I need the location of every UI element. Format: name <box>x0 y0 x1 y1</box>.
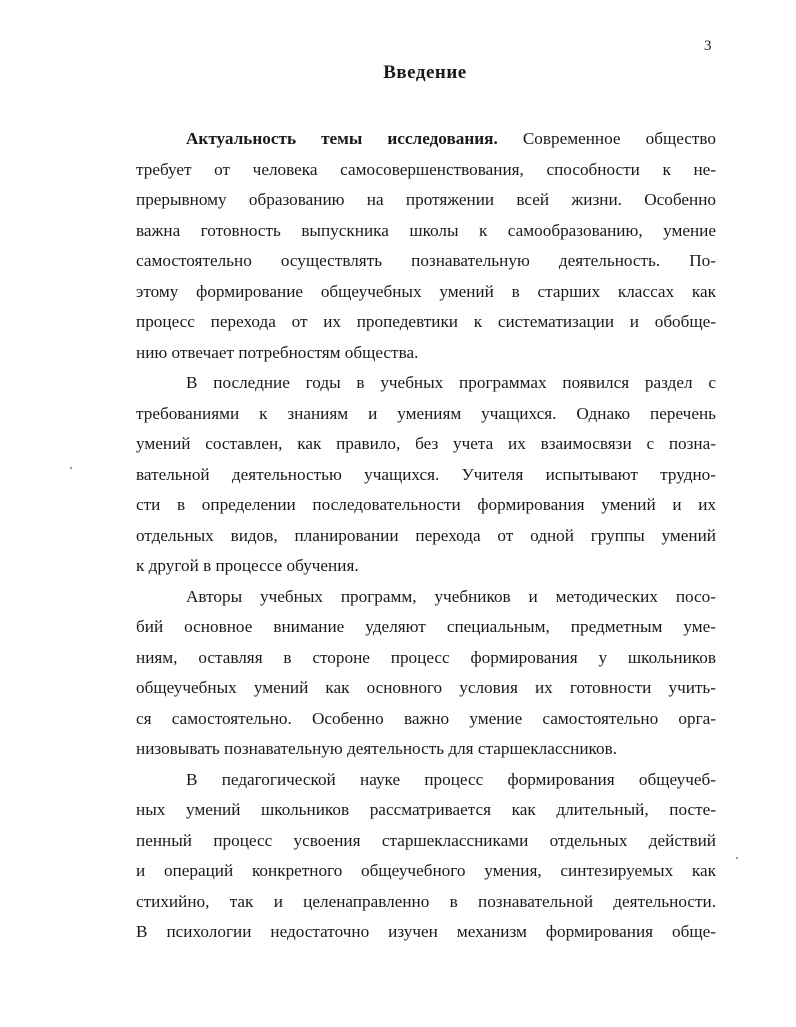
section-heading: Введение <box>383 62 467 83</box>
text-line: ниям, оставляя в стороне процесс формирования у школьников <box>136 647 716 667</box>
text-line: отдельных видов, планировании перехода от одной группы умений <box>136 525 716 545</box>
text-line: Авторы учебных программ, учебников и методических посо- <box>186 586 716 606</box>
text-line: В последние годы в учебных программах появился раздел с <box>186 373 716 392</box>
text-line: прерывному образованию на протяжении всей жизни. Особенно <box>136 190 716 209</box>
text-line: этому формирование общеучебных умений в старших классах как <box>136 281 716 301</box>
text-line: низовывать познавательную деятельность для старшеклассников. <box>136 739 618 758</box>
text-line: нию отвечает потребностям общества. <box>136 342 419 362</box>
scan-speck <box>736 857 738 859</box>
text-line: В педагогической науке процесс формирования общеучеб- <box>186 769 716 789</box>
text-line: самостоятельно осуществлять познавательную деятельность. По- <box>136 251 716 270</box>
text-line: ся самостоятельно. Особенно важно умение самостоятельно орга- <box>136 708 716 728</box>
text-line: вательной деятельностью учащихся. Учителя испытывают трудно- <box>136 464 716 484</box>
text-line: сти в определении последовательности формирования умений и их <box>136 495 716 514</box>
text-line: умений составлен, как правило, без учета их взаимосвязи с позна- <box>136 434 716 453</box>
text-line: ных умений школьников рассматривается как длительный, посте- <box>136 800 716 819</box>
text-line: и операций конкретного общеучебного умения, синтезируемых как <box>136 861 716 880</box>
text-line: стихийно, так и целенаправленно в познавательной деятельности. <box>136 891 716 911</box>
text-line <box>136 124 716 155</box>
text-line: к другой в процессе обучения. <box>136 556 359 575</box>
text-line: важна готовность выпускника школы к самообразованию, умение <box>136 220 716 240</box>
text-span: Современное общество <box>497 129 717 148</box>
text-line: общеучебных умений как основного условия их готовности учить- <box>136 678 716 697</box>
body-text <box>136 124 716 948</box>
lead-term: Актуальность темы исследования. <box>186 129 498 148</box>
text-line: пенный процесс усвоения старшеклассниками отдельных действий <box>136 830 716 850</box>
paragraph-1 <box>136 124 716 368</box>
paragraph-2 <box>136 368 716 582</box>
text-line: процесс перехода от их пропедевтики к систематизации и обобще- <box>136 312 716 331</box>
scan-speck <box>70 467 72 469</box>
text-line: требованиями к знаниям и умениям учащихся. Однако перечень <box>136 403 716 423</box>
text-line: В психологии недостаточно изучен механизм формирования обще- <box>136 922 716 941</box>
page-number: 3 <box>704 38 712 54</box>
paragraph-4 <box>136 765 716 948</box>
text-line: бий основное внимание уделяют специальным, предметным уме- <box>136 617 716 636</box>
paragraph-3 <box>136 582 716 765</box>
text-line: требует от человека самосовершенствования, способности к не- <box>136 159 716 179</box>
